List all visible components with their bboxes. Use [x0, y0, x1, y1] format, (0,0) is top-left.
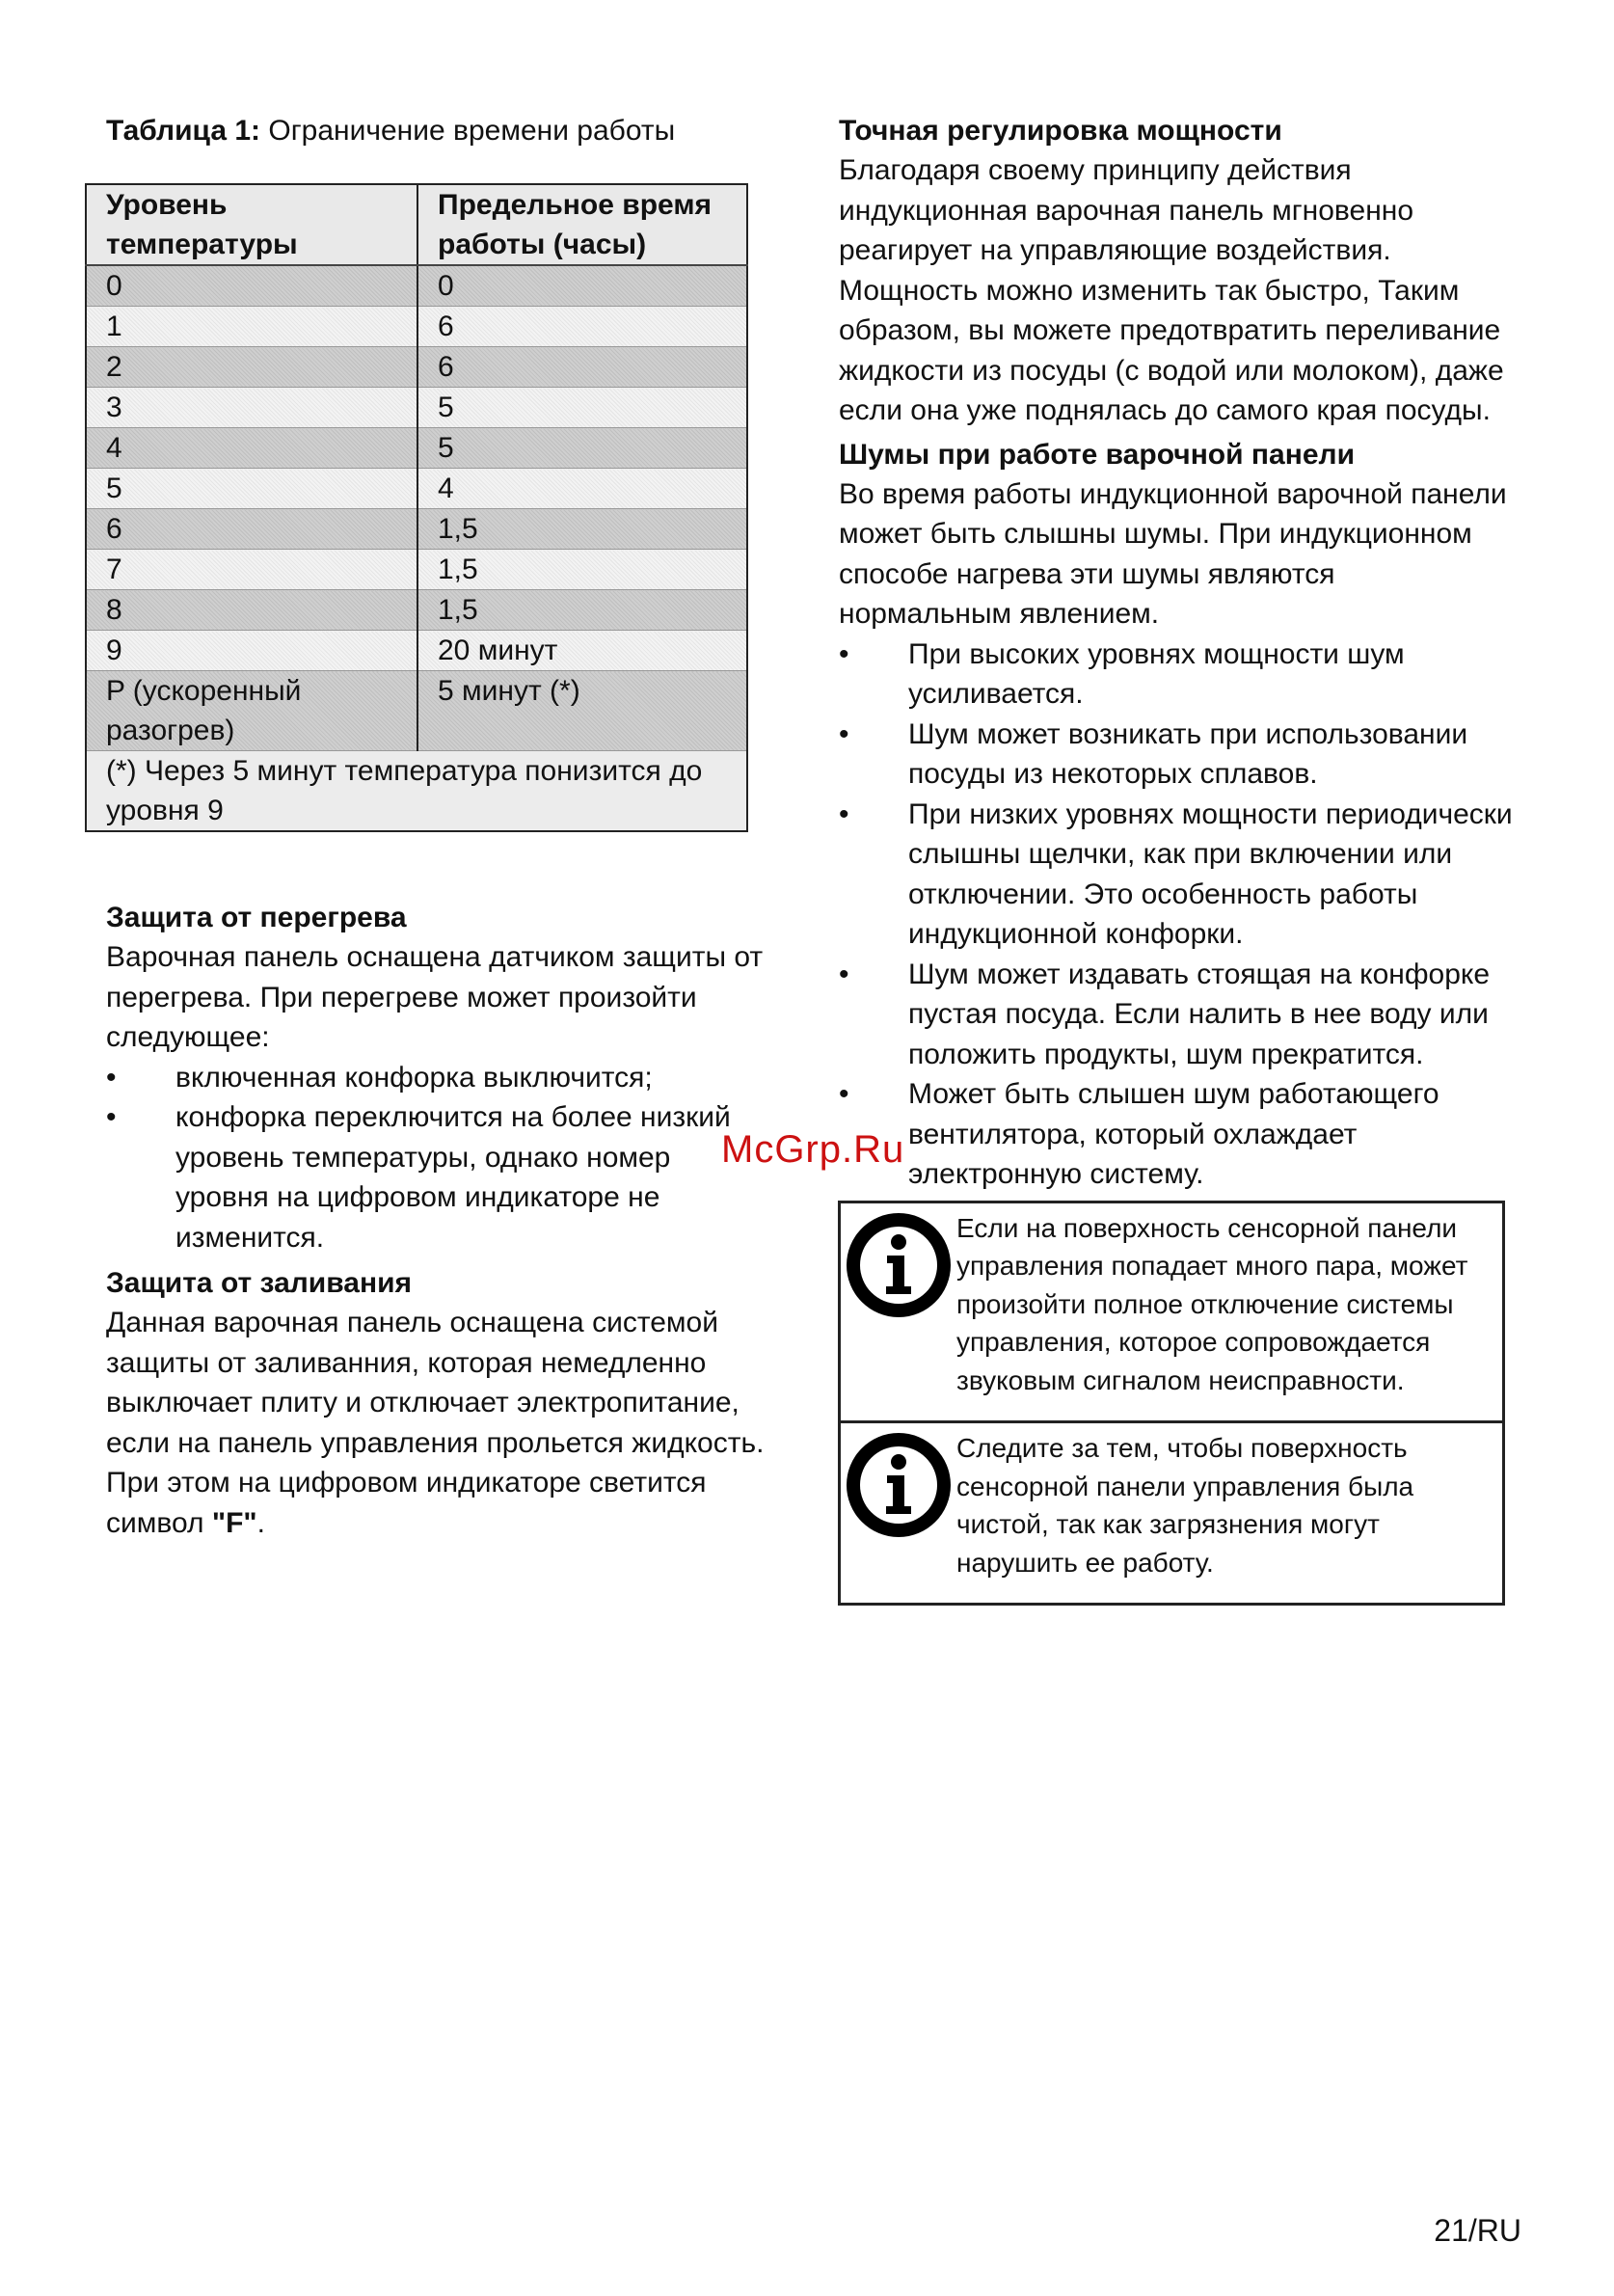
info-note — [841, 1203, 1502, 1421]
info-note — [841, 1420, 1502, 1603]
limit-cell: 20 минут — [417, 631, 747, 671]
noise-title: Шумы при работе варочной панели — [839, 438, 1356, 471]
info-notes-box — [838, 1201, 1505, 1607]
table-header-level: Уровень температуры — [86, 184, 417, 265]
info-note-text: Если на поверхность сенсорной панели управления попадает много пара, может произойти полное отключение системы управления, которое сопровождается звуковым сигналом неисправности. — [956, 1212, 1468, 1395]
power-text: Благодаря своему принципу действия индукционная варочная панель мгновенно реагирует на управляющие воздействия. Мощность можно изменить так быстро, Таким образом, вы можете предотвратить переливание жидкости из посуды (с водой или молоком), даже если она уже поднялась до самого края посуды. — [839, 154, 1504, 426]
level-cell: 5 — [86, 469, 417, 509]
power-title: Точная регулировка мощности — [839, 115, 1282, 147]
level-cell: 9 — [86, 631, 417, 671]
info-icon — [847, 1213, 951, 1317]
time-limit-table — [85, 183, 748, 832]
list-item: • конфорка переключится на более низкий уровень температуры, однако номер уровня на цифровом индикаторе не изменится. — [106, 1097, 771, 1257]
spill-symbol: "F" — [211, 1506, 257, 1539]
table-row — [86, 347, 747, 388]
level-cell: 6 — [86, 509, 417, 550]
table-note: (*) Через 5 минут температура понизится до уровня 9 — [86, 751, 747, 832]
list-item: • При низких уровнях мощности периодически слышны щелчки, как при включении или отключении. Это особенность работы индукционной конфорки. — [839, 795, 1514, 955]
spill-end: . — [256, 1506, 265, 1539]
list-item: • Шум может издавать стоящая на конфорке пустая посуда. Если налить в нее воду или положить продукты, шум прекратится. — [839, 955, 1514, 1075]
spill-paragraph — [106, 1303, 771, 1543]
limit-cell: 5 — [417, 428, 747, 469]
limit-cell: 6 — [417, 347, 747, 388]
limit-cell: 1,5 — [417, 509, 747, 550]
info-icon — [847, 1433, 951, 1537]
noise-list — [839, 635, 1514, 1195]
spill-text: Данная варочная панель оснащена системой защиты от заливанния, которая немедленно выключает плиту и отключает электропитание, если на панель управления прольется жидкость. При этом на цифровом индикаторе светится символ — [106, 1307, 765, 1539]
table-caption-text: Ограничение времени работы — [260, 115, 676, 147]
table-note-row — [86, 751, 747, 832]
table-row — [86, 388, 747, 428]
info-note-text: Следите за тем, чтобы поверхность сенсорной панели управления была чистой, так как загрязнения могут нарушить ее работу. — [956, 1433, 1414, 1578]
level-cell: 2 — [86, 347, 417, 388]
overheat-title: Защита от перегрева — [106, 902, 407, 933]
table-row — [86, 631, 747, 671]
list-item: • Шум может возникать при использовании посуды из некоторых сплавов. — [839, 715, 1514, 795]
right-column — [839, 111, 1514, 1606]
table-header-row — [86, 184, 747, 265]
table-caption-label: Таблица 1: — [106, 115, 261, 147]
limit-cell: 5 — [417, 388, 747, 428]
table-row — [86, 265, 747, 307]
left-column — [106, 111, 771, 1543]
list-item: • При высоких уровнях мощности шум усиливается. — [839, 635, 1514, 715]
table-row — [86, 509, 747, 550]
watermark: McGrp.Ru — [721, 1128, 905, 1171]
level-cell: 0 — [86, 265, 417, 307]
table-row — [86, 590, 747, 631]
level-cell: 3 — [86, 388, 417, 428]
level-cell: P (ускоренный разогрев) — [86, 671, 417, 751]
limit-cell: 0 — [417, 265, 747, 307]
table-header-limit: Предельное время работы (часы) — [417, 184, 747, 265]
table-row — [86, 428, 747, 469]
limit-cell: 6 — [417, 307, 747, 347]
level-cell: 7 — [86, 550, 417, 590]
limit-cell: 1,5 — [417, 590, 747, 631]
spill-title: Защита от заливания — [106, 1267, 413, 1299]
table-row — [86, 307, 747, 347]
table-row — [86, 550, 747, 590]
limit-cell: 1,5 — [417, 550, 747, 590]
noise-text: Во время работы индукционной варочной панели может быть слышны шумы. При индукционном способе нагрева эти шумы являются нормальным явлением. — [839, 477, 1507, 630]
page-number: 21/RU — [1434, 2213, 1521, 2248]
table-row — [86, 671, 747, 751]
overheat-list — [106, 1058, 771, 1258]
list-item: • Может быть слышен шум работающего вентилятора, который охлаждает электронную систему. — [839, 1074, 1514, 1195]
table-caption — [106, 111, 771, 150]
limit-cell: 5 минут (*) — [417, 671, 747, 751]
level-cell: 8 — [86, 590, 417, 631]
level-cell: 1 — [86, 307, 417, 347]
list-item: • включенная конфорка выключится; — [106, 1058, 771, 1098]
overheat-text: Варочная панель оснащена датчиком защиты от перегрева. При перегреве может произойти следующее: — [106, 941, 764, 1053]
level-cell: 4 — [86, 428, 417, 469]
table-row — [86, 469, 747, 509]
limit-cell: 4 — [417, 469, 747, 509]
